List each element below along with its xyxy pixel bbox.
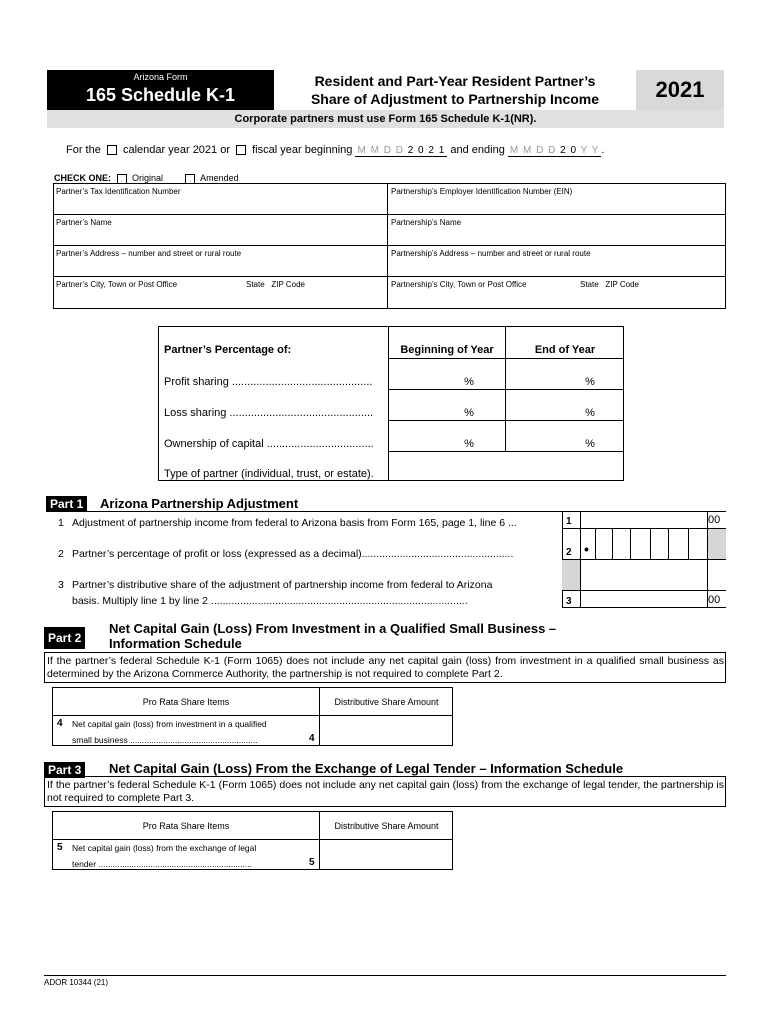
line1-cents: 00 [708,514,721,526]
line4-amount-field[interactable] [321,717,451,744]
partnership-state-zip-field[interactable]: State ZIP Code [580,280,639,289]
corporate-notice: Corporate partners must use Form 165 Schedule K-1(NR). [47,110,724,128]
line1-text: Adjustment of partnership income from federal to Arizona basis from Form 165, page 1, line 6 ... [72,517,517,529]
calendar-label: calendar year 2021 or [122,144,230,156]
tax-year: 2021 [636,70,724,110]
tax-period-line: For the calendar year 2021 or fiscal year beginning M M D D 2 0 2 1 and ending M M D D 2 0 Y Y . [66,144,605,156]
partnership-city-field[interactable]: Partnership’s City, Town or Post Office [391,280,527,289]
line5-text-a: Net capital gain (loss) from the exchange of legal [72,843,257,853]
part1-label: Part 1 [46,496,87,512]
form-title [280,72,630,108]
form-id-block [47,70,274,110]
footer-rule [44,975,726,976]
amended-label: Amended [200,173,239,183]
line4-box-number: 4 [309,733,315,744]
line2-box-number: 2 [566,547,572,558]
partner-name-field[interactable]: Partner’s Name [56,218,112,227]
line3-box-number: 3 [566,596,572,607]
and-ending-label: and ending [450,144,505,156]
line3-text-b: basis. Multiply line 1 by line 2 ........................................................................................ [72,595,468,607]
type-of-partner-field[interactable] [390,453,622,479]
partner-tin-field[interactable]: Partner’s Tax Identification Number [56,187,181,196]
part3-notice: If the partner’s federal Schedule K-1 (Form 1065) does not include any net capital gain (loss) from the exchange of legal tender, the partnership is not required to complete Part 3. [47,779,724,804]
identification-grid [53,183,726,309]
form-code: ADOR 10344 (21) [44,978,109,987]
check-one-label: CHECK ONE: [54,173,112,183]
part2-label: Part 2 [44,627,85,649]
line3-cents: 00 [708,594,721,606]
col-beginning-of-year: Beginning of Year [400,344,494,356]
profit-sharing-end[interactable]: % [585,376,595,388]
type-of-partner-label: Type of partner (individual, trust, or estate). [164,468,374,480]
form-label: Arizona Form [133,72,188,82]
partner-address-field[interactable]: Partner’s Address – number and street or rural route [56,249,242,258]
part3-col-amount: Distributive Share Amount [334,821,439,831]
line2-number: 2 [58,548,64,560]
line1-box-number: 1 [566,516,572,527]
percentage-heading: Partner’s Percentage of: [164,344,292,356]
line2-decimal-field[interactable] [596,530,706,558]
part3-label: Part 3 [44,762,85,778]
begin-date-field[interactable]: M M D D 2 0 2 1 [357,145,446,156]
part2-title-line1: Net Capital Gain (Loss) From Investment in a Qualified Small Business – [109,621,557,636]
ownership-capital-begin[interactable]: % [464,438,474,450]
line4-text-a: Net capital gain (loss) from investment in a qualified [72,719,267,729]
partner-city-field[interactable]: Partner’s City, Town or Post Office [56,280,178,289]
profit-sharing-label: Profit sharing .............................................. [164,376,373,388]
loss-sharing-begin[interactable]: % [464,407,474,419]
part2-title-line2: Information Schedule [109,636,242,651]
line4-text-b: small business ...................................................... [72,735,258,745]
ownership-capital-label: Ownership of capital ................................... [164,438,374,450]
line5-box-number: 5 [309,857,315,868]
part2-notice: If the partner’s federal Schedule K-1 (Form 1065) does not include any net capital gain (loss) from investment in a qualified small business as determined by the Arizona Commerce Authority, the partnership is not required to complete Part 2. [47,655,724,680]
line3-number: 3 [58,579,64,591]
title-line-1: Resident and Part-Year Resident Partner’s [314,73,596,89]
title-line-2: Share of Adjustment to Partnership Income [310,91,600,107]
line5-text-b: tender ................................................................. [72,859,252,869]
line5-amount-field[interactable] [321,841,451,868]
partner-state-zip-field[interactable]: State ZIP Code [246,280,305,289]
fiscal-label: fiscal year beginning [252,144,353,156]
loss-sharing-end[interactable]: % [585,407,595,419]
col-end-of-year: End of Year [534,344,596,356]
line5-number: 5 [57,842,63,853]
partnership-name-field[interactable]: Partnership’s Name [391,218,462,227]
line1-amount-field[interactable] [582,513,706,528]
partnership-ein-field[interactable]: Partnership’s Employer Identification Number (EIN) [391,187,573,196]
part3-col-items: Pro Rata Share Items [142,821,230,831]
part1-title: Arizona Partnership Adjustment [100,496,299,511]
part2-title [109,621,556,651]
loss-sharing-label: Loss sharing ............................................... [164,407,374,419]
partnership-address-field[interactable]: Partnership’s Address – number and street or rural route [391,249,591,258]
end-date-field[interactable]: M M D D 2 0 Y Y [509,145,600,156]
line4-number: 4 [57,718,63,729]
part2-col-amount: Distributive Share Amount [334,697,439,707]
line3-text-a: Partner’s distributive share of the adjustment of partnership income from federal to Arizona [72,579,493,591]
fiscal-year-checkbox[interactable] [236,145,246,155]
for-label: For the [66,144,101,156]
line2-decimal-point: • [584,541,589,557]
calendar-year-checkbox[interactable] [107,145,117,155]
profit-sharing-begin[interactable]: % [464,376,474,388]
line2-text: Partner’s percentage of profit or loss (expressed as a decimal).................................................... [72,548,514,560]
original-label: Original [132,173,164,183]
form-name: 165 Schedule K-1 [85,85,236,105]
ownership-capital-end[interactable]: % [585,438,595,450]
part3-title: Net Capital Gain (Loss) From the Exchange of Legal Tender – Information Schedule [109,761,624,776]
line3-amount-field[interactable] [582,591,706,607]
part2-col-items: Pro Rata Share Items [142,697,230,707]
line1-number: 1 [58,517,64,529]
